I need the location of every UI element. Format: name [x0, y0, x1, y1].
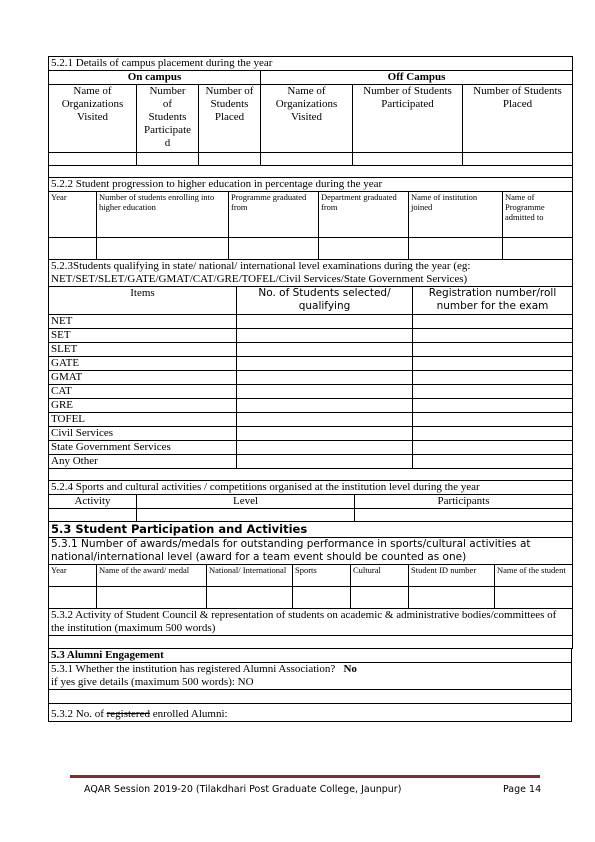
exam-row: [49, 413, 573, 427]
section-5-3-heading: 5.3 Student Participation and Activities: [49, 522, 573, 538]
col-students-placed-off: Number of Students Placed: [463, 85, 573, 153]
exam-row: [49, 399, 573, 413]
col-institution-joined: Name of institution joined: [409, 192, 503, 238]
col-participants: Participants: [355, 495, 573, 509]
exam-item-label: SLET: [49, 343, 237, 357]
exam-item-label: State Government Services: [49, 441, 237, 455]
document-sheet: [48, 56, 572, 722]
col-registration-number: Registration number/roll number for the exam: [413, 287, 573, 315]
col-cultural: Cultural: [351, 565, 409, 587]
col-student-name: Name of the student: [495, 565, 573, 587]
exam-item-label: CAT: [49, 385, 237, 399]
exam-item-label: TOFEL: [49, 413, 237, 427]
exam-row: [49, 385, 573, 399]
exam-item-label: NET: [49, 315, 237, 329]
section-5-2-3-title: 5.2.3Students qualifying in state/ national/ international level examinations during the year (eg: NET/SET/SLET/GATE/GMAT/CAT/GRE/TOFEL/Civil Services/State Government Services): [49, 260, 573, 287]
on-campus-header: On campus: [49, 71, 261, 85]
col-org-visited-off: Name of Organizations Visited: [261, 85, 353, 153]
exam-row: [49, 427, 573, 441]
col-programme-admitted: Name of Programme admitted to: [503, 192, 573, 238]
col-award-name: Name of the award/ medal: [97, 565, 207, 587]
col-student-id: Student ID number: [409, 565, 495, 587]
exam-item-label: Any Other: [49, 455, 237, 469]
exam-row: [49, 329, 573, 343]
exam-item-label: GATE: [49, 357, 237, 371]
col-students-participated-off: Number of Students Participated: [353, 85, 463, 153]
exam-row: [49, 371, 573, 385]
section-5-2-1-title: 5.2.1 Details of campus placement during the year: [49, 57, 573, 71]
col-students-selected: No. of Students selected/ qualifying: [237, 287, 413, 315]
alumni-answer: No: [343, 663, 357, 675]
col-sports: Sports: [293, 565, 351, 587]
col-items: Items: [49, 287, 237, 315]
alumni-heading: 5.3 Alumni Engagement: [49, 649, 572, 663]
col-students-placed-on: Number of Students Placed: [199, 85, 261, 153]
exam-row: [49, 441, 573, 455]
section-5-2-4-title: 5.2.4 Sports and cultural activities / competitions organised at the institution level during the year: [49, 481, 573, 495]
exam-row: [49, 315, 573, 329]
exam-row: [49, 455, 573, 469]
col-programme-graduated: Programme graduated from: [229, 192, 319, 238]
exam-qualifying-table: [48, 259, 573, 481]
col-department-graduated: Department graduated from: [319, 192, 409, 238]
col-students-participated-on: Number of Students Participate d: [137, 85, 199, 153]
exam-item-label: GRE: [49, 399, 237, 413]
col-level: Level: [137, 495, 355, 509]
col-students-enrolling: Number of students enrolling into higher education: [97, 192, 229, 238]
footer-text: AQAR Session 2019-20 (Tilakdhari Post Graduate College, Jaunpur): [84, 784, 402, 795]
exam-row: [49, 343, 573, 357]
alumni-table: [48, 648, 572, 722]
section-5-2-2-title: 5.2.2 Student progression to higher education in percentage during the year: [49, 178, 573, 192]
student-participation-table: [48, 521, 573, 649]
exam-item-label: GMAT: [49, 371, 237, 385]
col-award-level: National/ International: [207, 565, 293, 587]
higher-education-table: [48, 177, 573, 260]
alumni-details: if yes give details (maximum 500 words): NO: [51, 676, 254, 688]
alumni-question-1: 5.3.1 Whether the institution has registered Alumni Association? No if yes give details (maximum 500 words): NO: [49, 663, 572, 690]
alumni-question-2: 5.3.2 No. of registered enrolled Alumni:: [49, 704, 572, 722]
col-year: Year: [49, 192, 97, 238]
footer-rule: [70, 775, 540, 778]
section-5-3-1-title: 5.3.1 Number of awards/medals for outstanding performance in sports/cultural activities at national/international level (award for a team event should be counted as one): [49, 538, 573, 565]
sports-cultural-table: [48, 480, 573, 522]
col-award-year: Year: [49, 565, 97, 587]
page-number: Page 14: [503, 784, 542, 795]
section-5-3-2-title: 5.3.2 Activity of Student Council & representation of students on academic & administrative bodies/committees of the institution (maximum 500 words): [49, 609, 573, 636]
exam-item-label: Civil Services: [49, 427, 237, 441]
exam-row: [49, 357, 573, 371]
campus-placement-table: [48, 56, 573, 178]
off-campus-header: Off Campus: [261, 71, 573, 85]
exam-item-label: SET: [49, 329, 237, 343]
col-activity: Activity: [49, 495, 137, 509]
col-org-visited-on: Name of Organizations Visited: [49, 85, 137, 153]
